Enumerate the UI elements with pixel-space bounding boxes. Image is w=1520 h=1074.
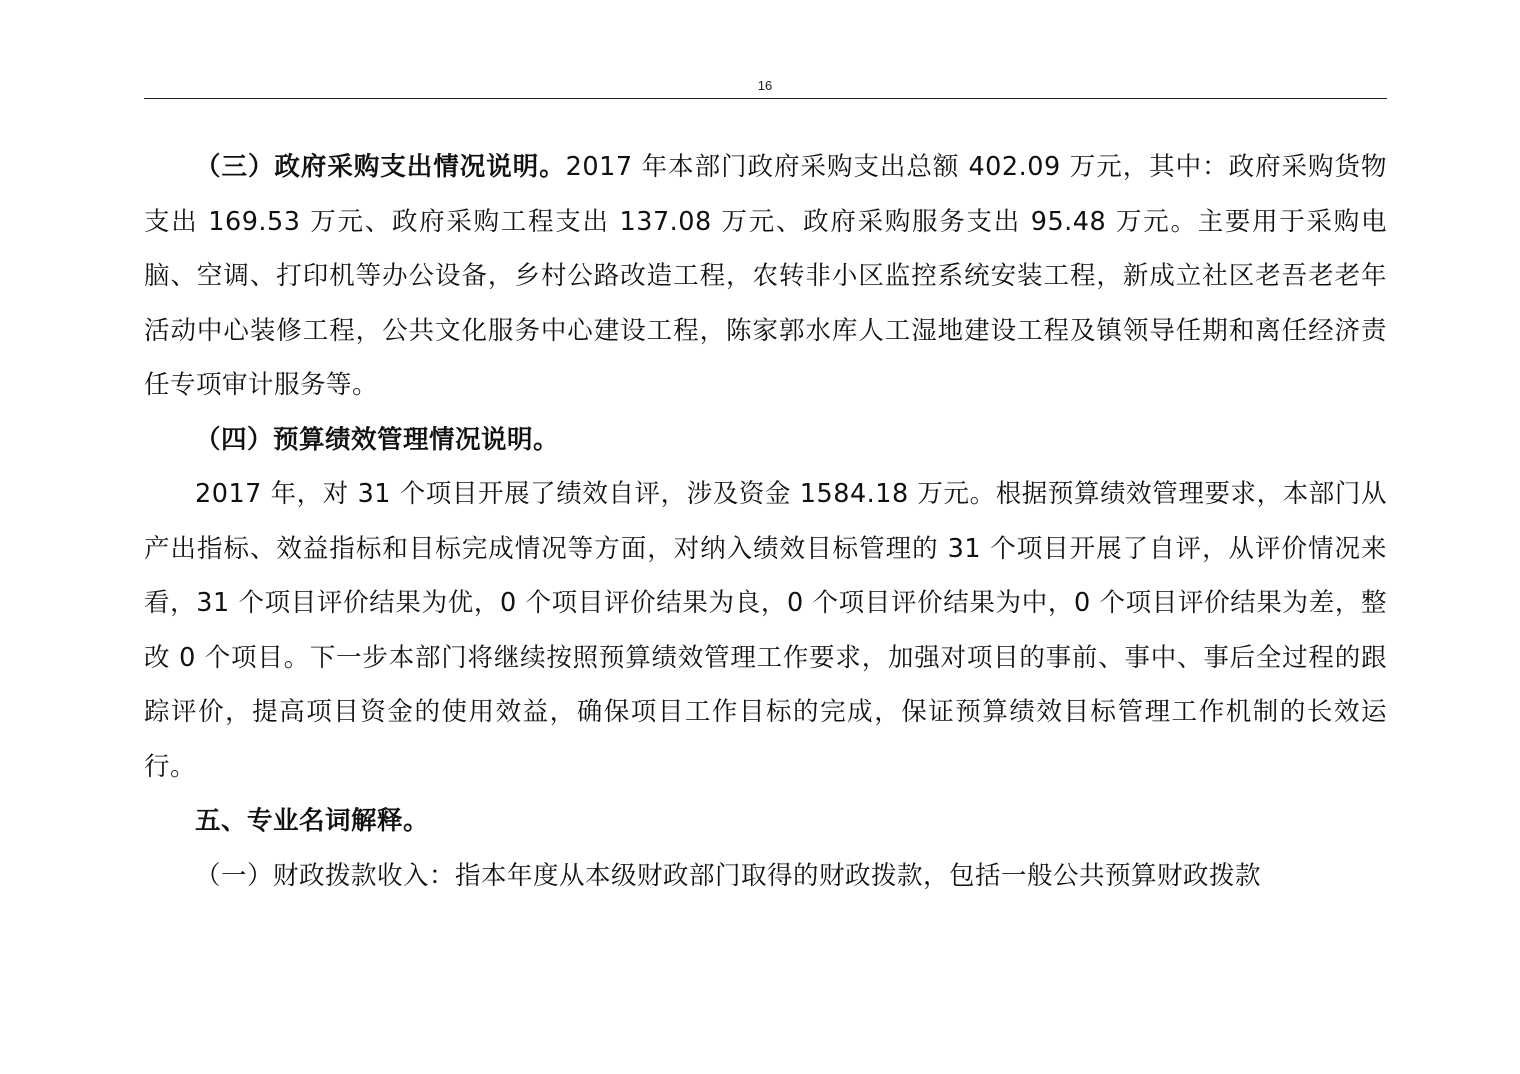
paragraph-procurement xyxy=(144,140,1387,413)
paragraph-fiscal-revenue: （一）财政拨款收入：指本年度从本级财政部门取得的财政拨款，包括一般公共预算财政拨款 xyxy=(195,860,1262,891)
page-number: 16 xyxy=(757,78,773,93)
paragraph-performance: 2017 年，对 31 个项目开展了绩效自评，涉及资金 1584.18 万元。根据预算绩效管理要求，本部门从产出指标、效益指标和目标完成情况等方面，对纳入绩效目标管理的 31 个项目开展了自评，从评价情况来看，31 个项目评价结果为优，0 个项目评价结果为良，0 个项目评价结果为中，0 个项目评价结果为差，整改 0 个项目。下一步本部门将继续按照预算绩效管理工作要求，加强对项目的事前、事中、事后全过程的跟踪评价，提高项目资金的使用效益，确保项目工作目标的完成，保证预算绩效目标管理工作机制的长效运行。 xyxy=(144,479,1387,782)
text-procurement: 2017 年本部门政府采购支出总额 402.09 万元，其中：政府采购货物支出 169.53 万元、政府采购工程支出 137.08 万元、政府采购服务支出 95.48 万元。主要用于采购电脑、空调、打印机等办公设备，乡村公路改造工程，农转非小区监控系统安装工程，新成立社区老吾老老年活动中心装修工程，公共文化服务中心建设工程，陈家郭水库人工湿地建设工程及镇领导任期和离任经济责任专项审计服务等。 xyxy=(144,152,1387,400)
heading-terms: 五、专业名词解释。 xyxy=(195,806,430,836)
header-divider xyxy=(144,98,1387,99)
heading-procurement: （三）政府采购支出情况说明。 xyxy=(195,152,566,182)
document-body xyxy=(144,140,1387,903)
heading-performance: （四）预算绩效管理情况说明。 xyxy=(195,424,560,455)
